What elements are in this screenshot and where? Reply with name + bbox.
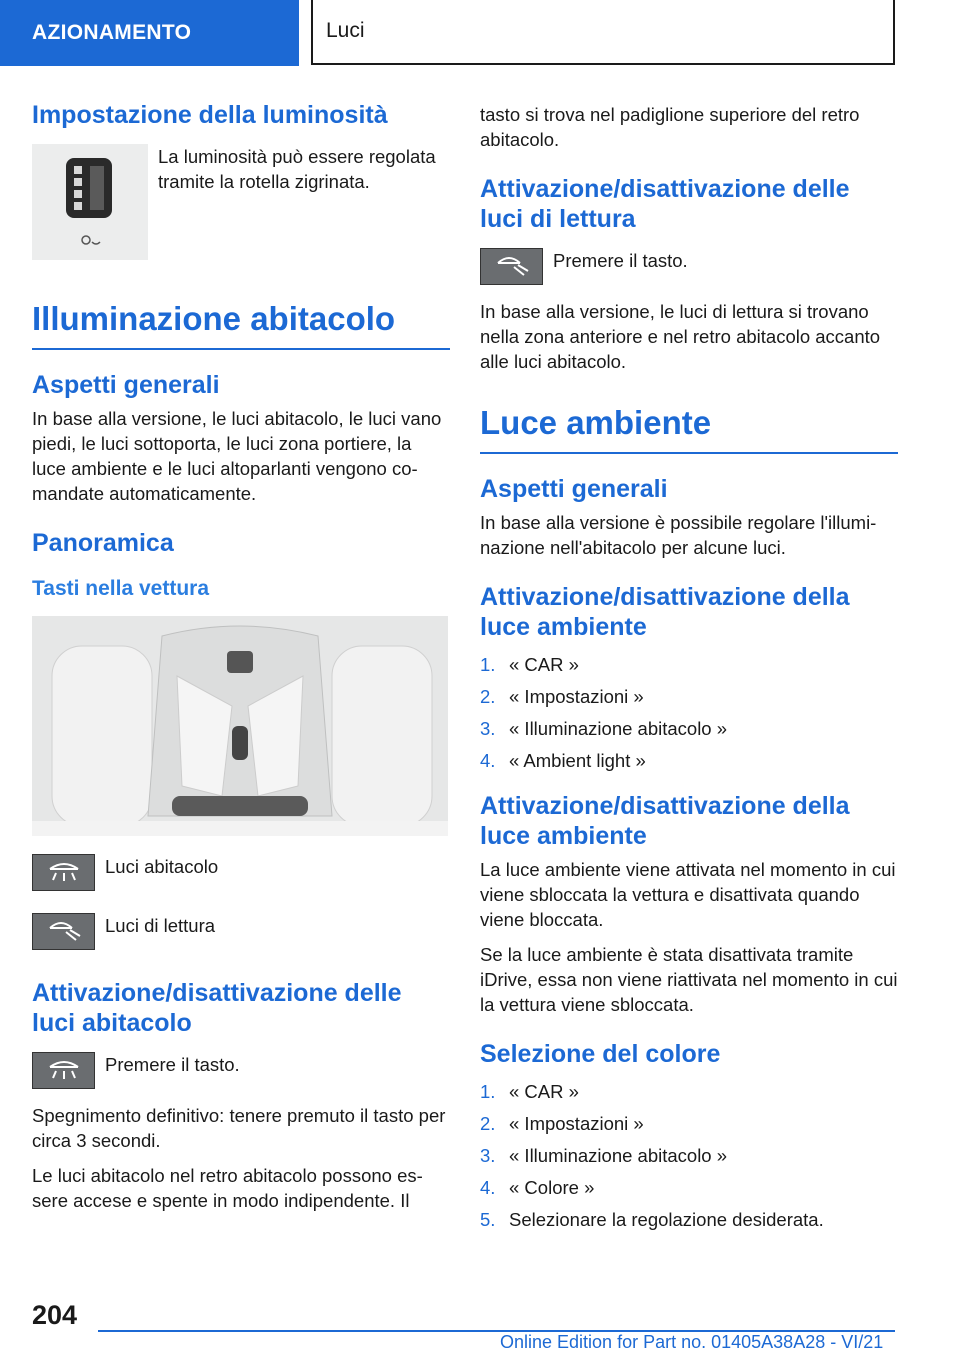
- rear-lights-text: Le luci abitacolo nel retro abitacolo possono es-sere accese e spente in modo indipendente. Il: [32, 1165, 423, 1211]
- general-aspects-title: Aspetti generali: [32, 371, 220, 399]
- brightness-title: Impostazione della luminosità: [32, 101, 388, 129]
- page-number: 204: [32, 1300, 78, 1330]
- ambient-general-text: In base alla versione è possibile regolare l'illumi-nazione nell'abitacolo per alcune luci.: [480, 512, 877, 558]
- ambient-idrive-text: Se la luce ambiente è stata disattivata tramite iDrive, essa non viene riattivata nel momento in cui la vettura viene sbloccata.: [480, 944, 898, 1015]
- chapter-title: Luci: [311, 0, 895, 65]
- reading-lights-label: Luci di lettura: [105, 915, 216, 936]
- ambient-auto-title: Attivazione/disattivazione della luce ambiente: [480, 792, 850, 850]
- reading-toggle-button-row: [480, 248, 898, 285]
- interior-lighting-title: Illuminazione abitacolo: [32, 300, 450, 350]
- interior-toggle-title: Attivazione/disattivazione delle luci abitacolo: [32, 979, 402, 1037]
- interior-lights-label: Luci abitacolo: [105, 856, 219, 877]
- switch-off-text: Spegnimento definitivo: tenere premuto il tasto per circa 3 secondi.: [32, 1105, 446, 1151]
- roof-console-image: [32, 616, 448, 836]
- dome-light-icon: [32, 854, 95, 891]
- brightness-block: [32, 144, 450, 260]
- color-steps-list: [480, 1079, 898, 1232]
- list-item: 5. Selezionare la regolazione desiderata.: [480, 1209, 824, 1230]
- overview-title: Panoramica: [32, 529, 174, 557]
- press-button-text: Premere il tasto.: [105, 1054, 240, 1075]
- list-item: 1. « CAR »: [480, 1081, 579, 1102]
- section-tab: AZIONAMENTO: [0, 0, 299, 66]
- list-item: 4. « Ambient light »: [480, 750, 646, 771]
- general-aspects-text: In base alla versione, le luci abitacolo, le luci vano piedi, le luci sottoporta, le luci zona portiere, la luce ambiente e le luci altoparlanti vengono co-mandate automaticamente.: [32, 408, 442, 504]
- buttons-title: Tasti nella vettura: [32, 577, 210, 600]
- ambient-toggle-title: Attivazione/disattivazione della luce ambiente: [480, 583, 850, 641]
- interior-toggle-button-row: [32, 1052, 450, 1089]
- reading-lights-button-row: [32, 913, 450, 950]
- list-item: 2. « Impostazioni »: [480, 1113, 644, 1134]
- ambient-auto-text: La luce ambiente viene attivata nel momento in cui viene sbloccata la vettura e disattivata quando viene bloccata.: [480, 859, 896, 930]
- list-item: 1. « CAR »: [480, 654, 579, 675]
- brightness-text: La luminosità può essere regolata tramite la rotella zigrinata.: [158, 146, 436, 192]
- left-column: [32, 100, 450, 1223]
- reading-light-icon: [32, 913, 95, 950]
- press-button-text: Premere il tasto.: [553, 250, 688, 271]
- list-item: 2. « Impostazioni »: [480, 686, 644, 707]
- list-item: 4. « Colore »: [480, 1177, 595, 1198]
- reading-light-icon: [480, 248, 543, 285]
- edition-link[interactable]: Online Edition for Part no. 01405A38A28 - VI/21: [500, 1332, 884, 1352]
- right-column: [480, 102, 898, 1242]
- list-item: 3. « Illuminazione abitacolo »: [480, 1145, 728, 1166]
- continued-text: tasto si trova nel padiglione superiore del retro abitacolo.: [480, 104, 860, 150]
- ambient-general-title: Aspetti generali: [480, 475, 668, 503]
- thumbwheel-image: [32, 144, 148, 260]
- color-selection-title: Selezione del colore: [480, 1040, 721, 1068]
- ambient-steps-list: [480, 652, 898, 773]
- reading-toggle-title: Attivazione/disattivazione delle luci di lettura: [480, 175, 850, 233]
- reading-lights-text: In base alla versione, le luci di lettura si trovano nella zona anteriore e nel retro abitacolo accanto alle luci abitacolo.: [480, 301, 881, 372]
- list-item: 3. « Illuminazione abitacolo »: [480, 718, 728, 739]
- ambient-light-title: Luce ambiente: [480, 404, 898, 454]
- interior-lights-button-row: [32, 854, 450, 891]
- dome-light-icon: [32, 1052, 95, 1089]
